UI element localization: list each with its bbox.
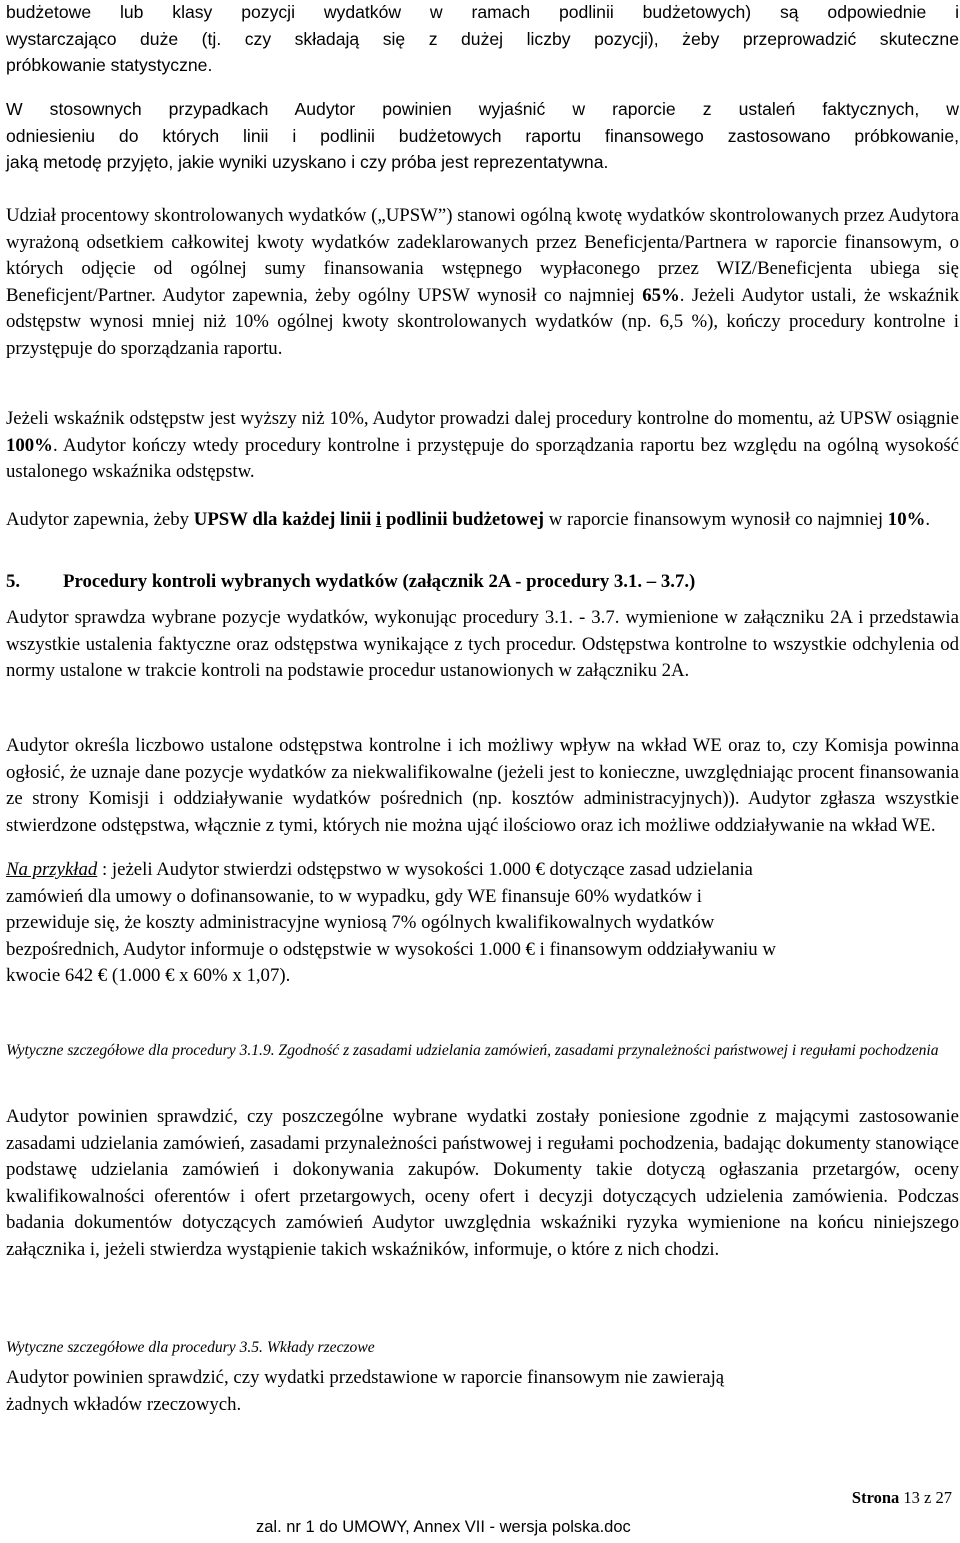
paragraph-upsw-definition [6, 203, 959, 363]
paragraph-line: Audytor powinien sprawdzić, czy wydatki przedstawione w raporcie finansowym nie zawierają [6, 1367, 725, 1388]
page-label: Strona [851, 1488, 900, 1507]
page-total: 27 [935, 1488, 952, 1507]
text-run: Udział procentowy skontrolowanych wydatków („UPSW”) stanowi ogólną kwotę wydatków skontrolowanych przez Audytora wyrażoną odsetkiem całkowitej kwoty wydatków zadeklarowanych przez Beneficjenta/Partnera w raporcie finansowym, o których odjęcie od ogólnej sumy finansowania wstępnego wypłaconego przez WIZ/Beneficjenta ubiega się Beneficjent/Partner. Audytor zapewnia, żeby ogólny UPSW wynosił co najmniej [6, 205, 959, 306]
bold-text: UPSW dla każdej linii [193, 509, 377, 530]
text-run: : jeżeli Audytor stwierdzi odstępstwo w wysokości 1.000 € dotyczące zasad udzielania [97, 859, 753, 880]
paragraph-sampling-report [6, 96, 959, 176]
text-run: . Audytor kończy wtedy procedury kontrolne i przystępuje do sporządzania raportu bez względu na ogólną wysokość ustalonego wskaźnika odstępstw. [6, 434, 959, 483]
paragraph-upsw-100 [6, 406, 959, 486]
text-run: Jeżeli wskaźnik odstępstw jest wyższy niż 10%, Audytor prowadzi dalej procedury kontrolne do momentu, aż UPSW osiągnie [6, 408, 959, 429]
paragraph-in-kind [6, 1365, 959, 1418]
guideline-subheading: Wytyczne szczegółowe dla procedury 3.5. Wkłady rzeczowe [6, 1339, 375, 1356]
paragraph-line: kwocie 642 € (1.000 € x 60% x 1,07). [6, 965, 291, 987]
page-number [852, 1488, 952, 1508]
paragraph-quantification: Audytor określa liczbowo ustalone odstępstwa kontrolne i ich możliwy wpływ na wkład WE oraz to, czy Komisja powinna ogłosić, że uznaje dane pozycje wydatków za niekwalifikowalne (jeżeli jest to konieczne, uwzględniając procent finansowania ze strony Komisji i oddziaływanie wydatków pośrednich (np. kosztów administracyjnych)). Audytor zgłasza wszystkie stwierdzone odstępstwa, włącznie z tymi, których nie można ująć ilościowo oraz ich możliwe oddziaływanie na wkład WE. [6, 735, 959, 836]
document-filename: zal. nr 1 do UMOWY, Annex VII - wersja polska.doc [256, 1518, 631, 1536]
page-current: 13 [903, 1488, 920, 1507]
bold-value: 10% [887, 509, 926, 530]
section-title: Procedury kontroli wybranych wydatków (załącznik 2A - procedury 3.1. – 3.7.) [63, 571, 696, 592]
paragraph-line: zamówień dla umowy o dofinansowanie, to w wypadku, gdy WE finansuje 60% wydatków i [6, 885, 702, 907]
paragraph-line: odniesieniu do których linii i podlinii budżetowych raportu finansowego zastosowano próbkowanie, [6, 125, 959, 146]
paragraph-line: bezpośrednich, Audytor informuje o odstępstwie w wysokości 1.000 € i finansowym oddziaływaniu w [6, 938, 776, 960]
bold-text: podlinii budżetowej [381, 509, 545, 530]
paragraph-procurement-check: Audytor powinien sprawdzić, czy poszczególne wybrane wydatki zostały poniesione zgodnie z mającymi zastosowanie zasadami udzielania zamówień, zasadami przynależności państwowej i regułami pochodzenia, badając dokumenty stanowiące podstawę udzielania zamówień i dokonywania zakupów. Dokumenty takie dotyczą ogłaszania przetargów, oceny kwalifikowalności oferentów i ofert przetargowych, oceny ofert i decyzji dotyczących udzielenia zamówienia. Podczas badania dokumentów dotyczących zamówień Audytor uwzględnia wskaźniki ryzyka wymienione na końcu niniejszego załącznika i, jeżeli stwierdza wystąpienie takich wskaźników, informuje, o które z nich chodzi. [6, 1106, 959, 1260]
paragraph-example [6, 857, 959, 990]
text-run: . Jeżeli Audytor ustali, że wskaźnik odstępstw wynosi mniej niż 10% ogólnej kwoty skontrolowanych wydatków (np. 6,5 %), kończy procedury kontrolne i przystępuje do sporządzania raportu. [6, 284, 959, 359]
paragraph-upsw-per-line [6, 507, 959, 534]
paragraph-line: budżetowe lub klasy pozycji wydatków w ramach podlinii budżetowych) są odpowiednie i [6, 2, 959, 22]
section-number: 5. [6, 571, 21, 592]
paragraph-sampling-suitability [6, 0, 959, 79]
paragraph-line: wystarczająco duże (tj. czy składają się z dużej liczby pozycji), żeby przeprowadzić skuteczne [6, 28, 959, 49]
paragraph-procedures: Audytor sprawdza wybrane pozycje wydatków, wykonując procedury 3.1. - 3.7. wymienione w załączniku 2A i przedstawia wszystkie ustalenia faktyczne oraz odstępstwa wynikające z tych procedur. Odstępstwa kontrolne to wszystkie odchylenia od normy ustalone w trakcie kontroli na podstawie procedur ustanowionych w załączniku 2A. [6, 607, 959, 682]
bold-underlined-text: i [376, 509, 382, 530]
paragraph-line: W stosownych przypadkach Audytor powinien wyjaśnić w raporcie z ustaleń faktycznych, w [6, 99, 959, 119]
paragraph-line [6, 857, 959, 884]
bold-value: 100% [6, 434, 53, 456]
section-heading [6, 569, 959, 596]
guideline-subheading: Wytyczne szczegółowe dla procedury 3.1.9. Zgodność z zasadami udzielania zamówień, zasadami przynależności państwowej i regułami pochodzenia [6, 1042, 939, 1059]
paragraph-line: przewiduje się, że koszty administracyjne wyniosą 7% ogólnych kwalifikowalnych wydatków [6, 912, 715, 934]
text-run: . [925, 509, 931, 530]
page-separator: z [924, 1488, 932, 1507]
text-run: Audytor zapewnia, żeby [6, 509, 194, 530]
paragraph-line: jaką metodę przyjęto, jakie wyniki uzyskano i czy próba jest reprezentatywna. [6, 152, 609, 173]
paragraph-line: próbkowanie statystyczne. [6, 55, 213, 76]
paragraph-line: żadnych wkładów rzeczowych. [6, 1393, 242, 1415]
example-label: Na przykład [6, 859, 98, 880]
bold-value: 65% [642, 284, 680, 306]
text-run: w raporcie finansowym wynosił co najmniej [544, 509, 888, 530]
